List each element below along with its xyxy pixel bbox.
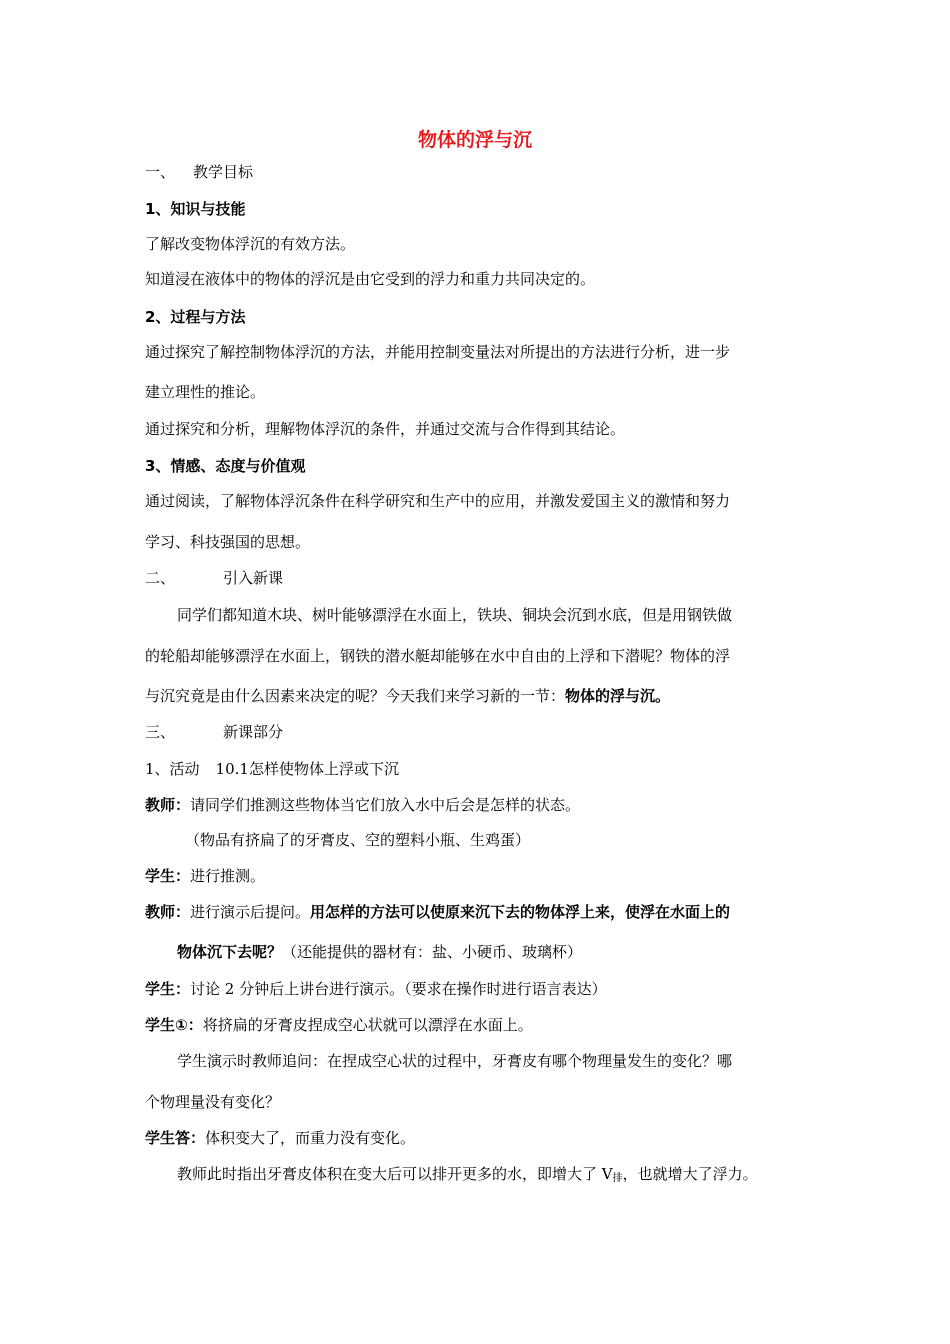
dialogue-text: 进行推测。 xyxy=(190,867,266,885)
paragraph: 知道浸在液体中的物体的浮沉是由它受到的浮力和重力共同决定的。 xyxy=(145,270,596,288)
dialogue-text: （还能提供的器材有：盐、小硬币、玻璃杯） xyxy=(282,943,583,961)
paragraph: 通过阅读，了解物体浮沉条件在科学研究和生产中的应用，并激发爱国主义的激情和努力 xyxy=(145,492,731,510)
speaker-label: 教师： xyxy=(145,796,191,814)
dialogue-teacher xyxy=(145,901,730,923)
paragraph-text: ，也就增大了浮力。 xyxy=(622,1165,758,1183)
section-number: 二、 xyxy=(145,569,176,587)
paragraph: 通过探究了解控制物体浮沉的方法，并能用控制变量法对所提出的方法进行分析，进一步 xyxy=(145,343,731,361)
paragraph: 建立理性的推论。 xyxy=(145,383,266,401)
dialogue-teacher xyxy=(145,794,580,816)
activity-number: 10.1 xyxy=(215,760,249,778)
paragraph: 同学们都知道木块、树叶能够漂浮在水面上，铁块、铜块会沉到水底，但是用钢铁做 xyxy=(177,606,733,624)
speaker-label: 学生答： xyxy=(145,1129,206,1147)
section-number: 三、 xyxy=(145,723,176,741)
paragraph xyxy=(145,685,670,707)
section-heading-1 xyxy=(145,161,253,183)
paragraph: 了解改变物体浮沉的有效方法。 xyxy=(145,235,356,253)
dialogue-student xyxy=(145,1127,415,1149)
speaker-label: 教师： xyxy=(145,903,191,921)
speaker-label: 学生： xyxy=(145,980,191,998)
dialogue-text: 讨论 2 分钟后上讲台进行演示。（要求在操作时进行语言表达） xyxy=(190,980,607,998)
activity-prefix: 1、活动 xyxy=(145,760,200,778)
note: （物品有挤扁了的牙膏皮、空的塑料小瓶、生鸡蛋） xyxy=(185,831,531,849)
activity-heading xyxy=(145,758,399,780)
emphasis-text: 物体的浮与沉。 xyxy=(565,687,671,705)
dialogue-text: 请同学们推测这些物体当它们放入水中后会是怎样的状态。 xyxy=(190,796,581,814)
speaker-label: 学生： xyxy=(145,867,191,885)
paragraph: 的轮船却能够漂浮在水面上，钢铁的潜水艇却能够在水中自由的上浮和下潜呢？物体的浮 xyxy=(145,647,731,665)
paragraph: 个物理量没有变化？ xyxy=(145,1093,281,1111)
paragraph-text: 教师此时指出牙膏皮体积在变大后可以排开更多的水，即增大了 V xyxy=(177,1165,613,1183)
subheading-process: 2、过程与方法 xyxy=(145,308,246,326)
section-text: 教学目标 xyxy=(193,163,254,181)
paragraph: 通过探究和分析，理解物体浮沉的条件，并通过交流与合作得到其结论。 xyxy=(145,420,626,438)
dialogue-text: 体积变大了，而重力没有变化。 xyxy=(205,1129,416,1147)
emphasis-text: 用怎样的方法可以使原来沉下去的物体浮上来，使浮在水面上的 xyxy=(310,903,731,921)
section-text: 引入新课 xyxy=(223,569,284,587)
paragraph: 学生演示时教师追问：在捏成空心状的过程中，牙膏皮有哪个物理量发生的变化？哪 xyxy=(177,1052,733,1070)
dialogue-continuation xyxy=(177,941,582,963)
section-number: 一、 xyxy=(145,163,176,181)
paragraph: 学习、科技强国的思想。 xyxy=(145,533,311,551)
emphasis-text: 物体沉下去呢？ xyxy=(177,943,283,961)
subheading-emotion: 3、情感、态度与价值观 xyxy=(145,457,306,475)
subscript: 排 xyxy=(612,1173,623,1184)
activity-text: 怎样使物体上浮或下沉 xyxy=(248,760,399,778)
page-title: 物体的浮与沉 xyxy=(417,129,532,151)
subheading-knowledge: 1、知识与技能 xyxy=(145,200,246,218)
dialogue-text: 进行演示后提问。 xyxy=(190,903,311,921)
dialogue-student xyxy=(145,1014,533,1036)
dialogue-student xyxy=(145,865,265,887)
section-heading-3 xyxy=(145,721,283,743)
speaker-label: 学生①： xyxy=(145,1016,203,1034)
dialogue-student xyxy=(145,978,607,1000)
section-heading-2 xyxy=(145,567,283,589)
paragraph-text: 与沉究竟是由什么因素来决定的呢？今天我们来学习新的一节： xyxy=(145,687,566,705)
section-text: 新课部分 xyxy=(223,723,284,741)
paragraph xyxy=(177,1163,758,1190)
dialogue-text: 将挤扁的牙膏皮捏成空心状就可以漂浮在水面上。 xyxy=(202,1016,533,1034)
